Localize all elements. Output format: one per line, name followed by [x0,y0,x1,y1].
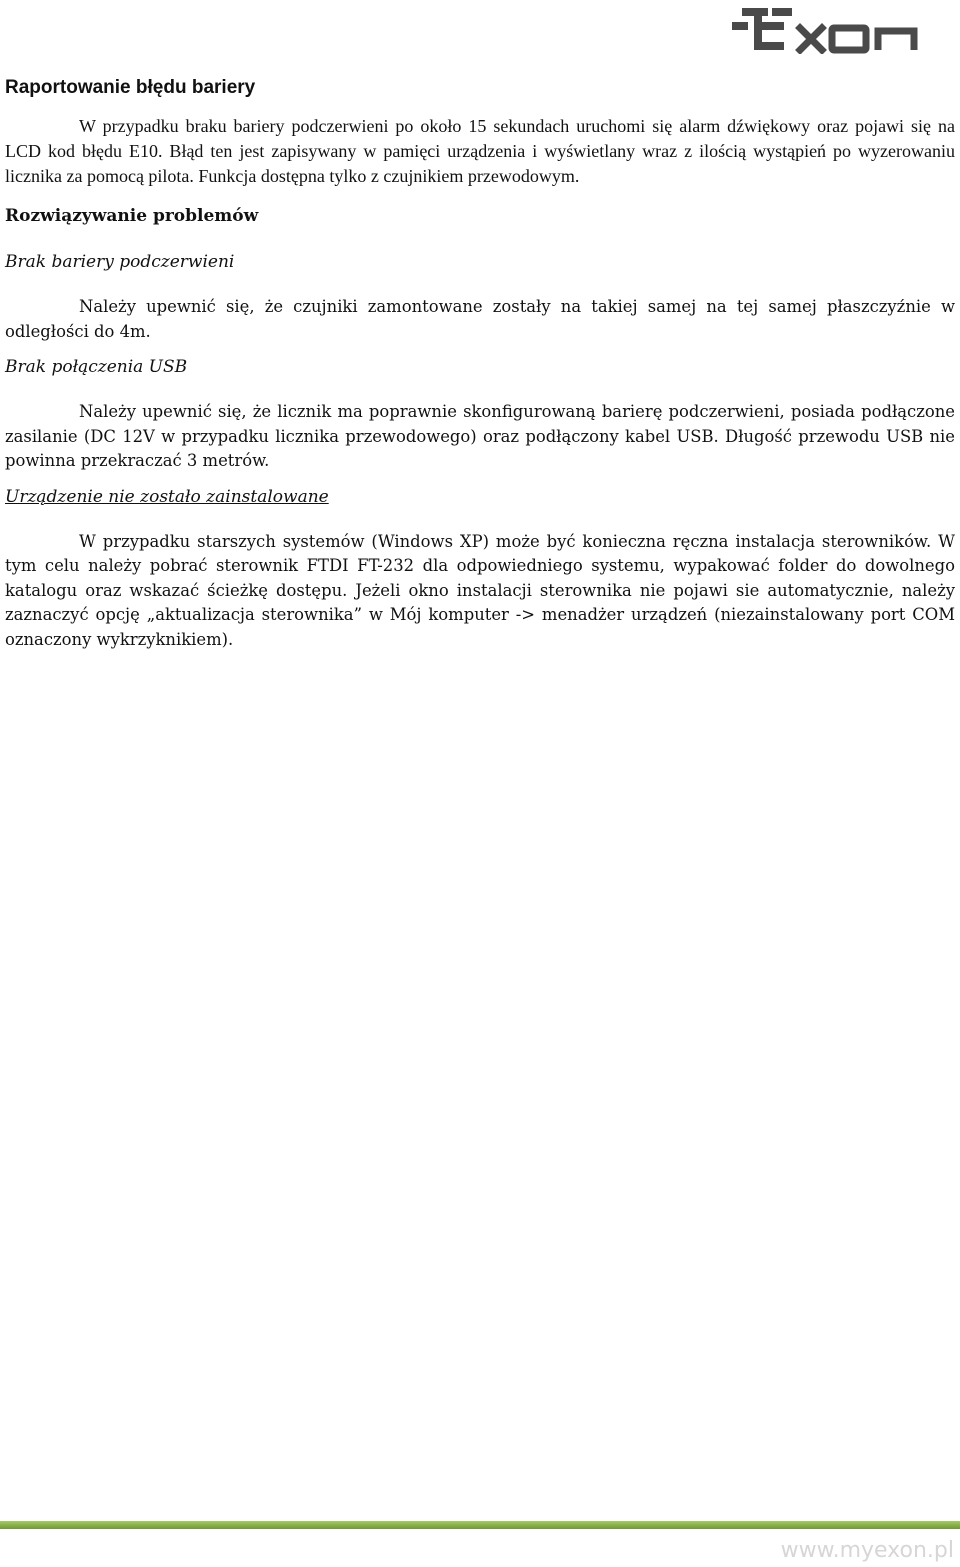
footer-url: www.myexon.pl [780,1538,954,1563]
subsection-title-device-not-installed: Urządzenie nie zostało zainstalowane [5,486,329,507]
section-barrier-error-report [5,74,955,189]
subsection-paragraph-no-ir-barrier: Należy upewnić się, że czujniki zamontowane zostały na takiej samej na tej samej płaszczyźnie w odległości do 4m. [5,297,955,341]
footer-divider [0,1521,960,1529]
subsection-paragraph-device-not-installed: W przypadku starszych systemów (Windows XP) może być konieczna ręczna instalacja sterowników. W tym celu należy pobrać sterownik FTDI FT-232 dla odpowiedniego systemu, wypakować folder do dowolnego katalogu oraz wskazać ścieżkę dostępu. Jeżeli okno instalacji sterownika nie pojawi sie automatycznie, należy zaznaczyć opcję „aktualizacja sterownika” w Mój komputer -> menadżer urządzeń (niezainstalowany port COM oznaczony wykrzyknikiem). [5,531,955,649]
section-title: Raportowanie błędu bariery [5,77,256,98]
document-body [5,74,955,662]
exon-logo-icon [732,4,924,54]
subsection-paragraph-no-usb-connection: Należy upewnić się, że licznik ma poprawnie skonfigurowaną barierę podczerwieni, posiada podłączone zasilanie (DC 12V w przypadku licznika przewodowego) oraz podłączony kabel USB. Długość przewodu USB nie powinna przekraczać 3 metrów. [5,402,955,470]
section-paragraph: W przypadku braku bariery podczerwieni po około 15 sekundach uruchomi się alarm dźwiękowy oraz pojawi się na LCD kod błędu E10. Błąd ten jest zapisywany w pamięci urządzenia i wyświetlany wraz z ilością wystąpień po wyzerowaniu licznika za pomocą pilota. Funkcja dostępna tylko z czujnikiem przewodowym. [5,116,955,186]
section-troubleshooting [5,203,955,652]
subsection-title-no-ir-barrier: Brak bariery podczerwieni [5,252,235,272]
troubleshooting-title: Rozwiązywanie problemów [5,206,259,226]
subsection-title-no-usb-connection: Brak połączenia USB [5,357,188,377]
